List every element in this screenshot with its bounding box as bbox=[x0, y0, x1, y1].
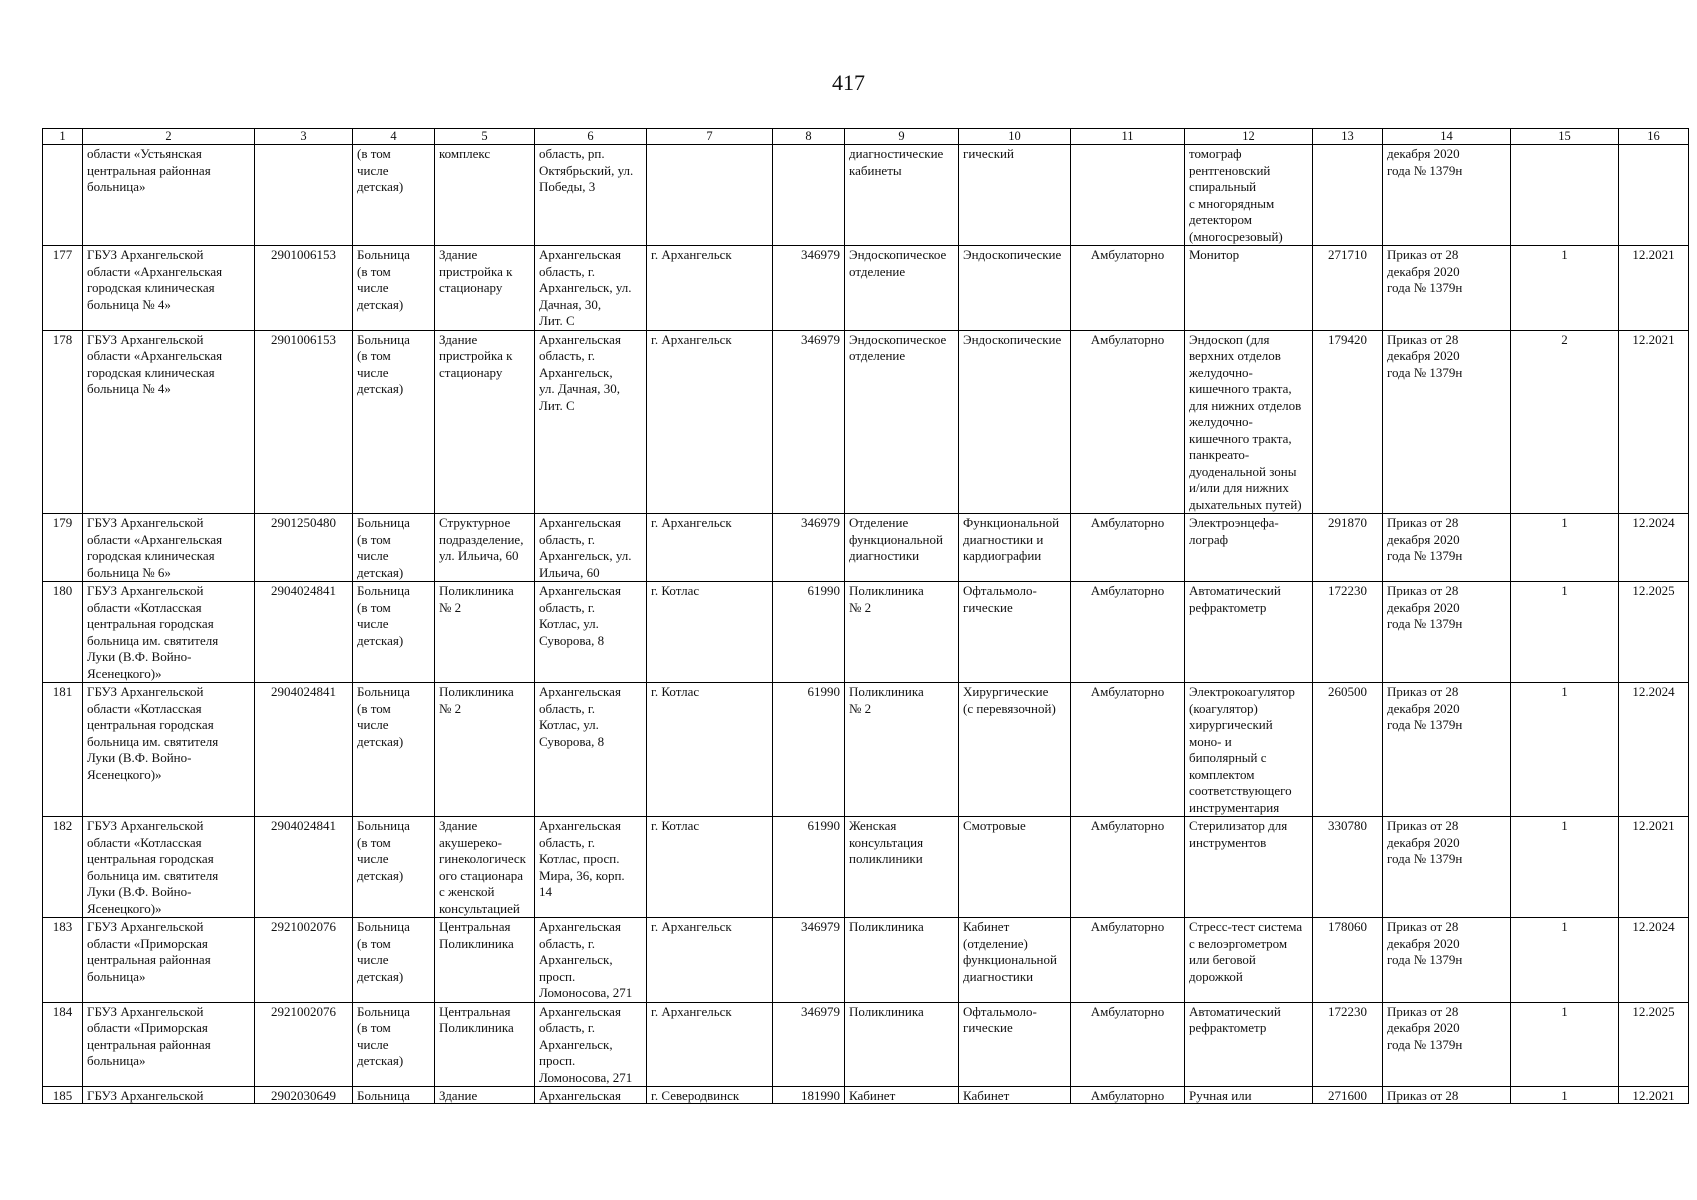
unit-cell: Отделение функциональной диагностики bbox=[845, 514, 959, 582]
settlement-cell bbox=[647, 145, 773, 246]
date-cell: 12.2025 bbox=[1619, 582, 1689, 683]
date-cell: 12.2024 bbox=[1619, 514, 1689, 582]
organization-cell: ГБУЗ Архангельской области «Приморская центральная районная больница» bbox=[83, 918, 255, 1003]
organization-cell: области «Устьянская центральная районная больница» bbox=[83, 145, 255, 246]
care-mode-cell: Амбулаторно bbox=[1071, 1002, 1185, 1087]
inn-cell: 2904024841 bbox=[255, 683, 353, 817]
settlement-cell: г. Архангельск bbox=[647, 246, 773, 331]
column-header: 5 bbox=[435, 129, 535, 145]
equipment-code-cell: 179420 bbox=[1313, 330, 1383, 514]
organization-cell: ГБУЗ Архангельской области «Архангельская городская клиническая больница № 6» bbox=[83, 514, 255, 582]
row-number: 185 bbox=[43, 1087, 83, 1104]
settlement-cell: г. Северодвинск bbox=[647, 1087, 773, 1104]
settlement-cell: г. Архангельск bbox=[647, 1002, 773, 1087]
inn-cell: 2904024841 bbox=[255, 817, 353, 918]
unit-cell: Поликлиника № 2 bbox=[845, 683, 959, 817]
row-number: 177 bbox=[43, 246, 83, 331]
equipment-cell: Автоматический рефрактометр bbox=[1185, 582, 1313, 683]
inn-cell: 2901006153 bbox=[255, 330, 353, 514]
oktmo-cell: 346979 bbox=[773, 1002, 845, 1087]
date-cell: 12.2024 bbox=[1619, 683, 1689, 817]
row-number: 184 bbox=[43, 1002, 83, 1087]
oktmo-cell bbox=[773, 145, 845, 246]
quantity-cell: 1 bbox=[1511, 683, 1619, 817]
page-number: 417 bbox=[832, 70, 865, 95]
order-cell: Приказ от 28 декабря 2020 года № 1379н bbox=[1383, 683, 1511, 817]
table-row bbox=[43, 145, 1689, 246]
oktmo-cell: 181990 bbox=[773, 1087, 845, 1104]
equipment-cell: Стерилизатор для инструментов bbox=[1185, 817, 1313, 918]
department-cell: гический bbox=[959, 145, 1071, 246]
facility-type-cell: (в том числе детская) bbox=[353, 145, 435, 246]
equipment-code-cell: 172230 bbox=[1313, 582, 1383, 683]
equipment-cell: Эндоскоп (для верхних отделов желудочно- кишечного тракта, для нижних отделов желудочно- кишечного тракта, панкреато- дуоденальной зоны и/или для нижних дыхательных путей) bbox=[1185, 330, 1313, 514]
address-cell: Архангельская bbox=[535, 1087, 647, 1104]
unit-cell: Поликлиника bbox=[845, 1002, 959, 1087]
quantity-cell: 1 bbox=[1511, 1002, 1619, 1087]
table-row bbox=[43, 817, 1689, 918]
equipment-code-cell: 271600 bbox=[1313, 1087, 1383, 1104]
column-header: 14 bbox=[1383, 129, 1511, 145]
facility-type-cell: Больница (в том числе детская) bbox=[353, 683, 435, 817]
facility-type-cell: Больница (в том числе детская) bbox=[353, 582, 435, 683]
address-cell: Архангельская область, г. Архангельск, ул. Дачная, 30, Лит. С bbox=[535, 330, 647, 514]
table-row bbox=[43, 1087, 1689, 1104]
address-cell: Архангельская область, г. Котлас, просп. Мира, 36, корп. 14 bbox=[535, 817, 647, 918]
inn-cell: 2902030649 bbox=[255, 1087, 353, 1104]
unit-cell: Кабинет bbox=[845, 1087, 959, 1104]
equipment-cell: Стресс-тест система с велоэргометром или беговой дорожкой bbox=[1185, 918, 1313, 1003]
order-cell: Приказ от 28 декабря 2020 года № 1379н bbox=[1383, 582, 1511, 683]
column-header: 13 bbox=[1313, 129, 1383, 145]
column-header: 16 bbox=[1619, 129, 1689, 145]
facility-type-cell: Больница (в том числе детская) bbox=[353, 330, 435, 514]
address-cell: Архангельская область, г. Котлас, ул. Суворова, 8 bbox=[535, 683, 647, 817]
column-header: 2 bbox=[83, 129, 255, 145]
column-header: 15 bbox=[1511, 129, 1619, 145]
order-cell: Приказ от 28 декабря 2020 года № 1379н bbox=[1383, 817, 1511, 918]
row-number: 183 bbox=[43, 918, 83, 1003]
address-cell: Архангельская область, г. Архангельск, ул. Ильича, 60 bbox=[535, 514, 647, 582]
date-cell: 12.2021 bbox=[1619, 1087, 1689, 1104]
building-cell: Структурное подразделение, ул. Ильича, 60 bbox=[435, 514, 535, 582]
address-cell: Архангельская область, г. Архангельск, ул. Дачная, 30, Лит. С bbox=[535, 246, 647, 331]
unit-cell: Поликлиника № 2 bbox=[845, 582, 959, 683]
building-cell: Здание пристройка к стационару bbox=[435, 330, 535, 514]
address-cell: Архангельская область, г. Архангельск, просп. Ломоносова, 271 bbox=[535, 1002, 647, 1087]
care-mode-cell bbox=[1071, 145, 1185, 246]
quantity-cell: 1 bbox=[1511, 918, 1619, 1003]
row-number: 180 bbox=[43, 582, 83, 683]
table-row bbox=[43, 330, 1689, 514]
table-row bbox=[43, 683, 1689, 817]
address-cell: область, рп. Октябрьский, ул. Победы, 3 bbox=[535, 145, 647, 246]
department-cell: Кабинет (отделение) функциональной диагностики bbox=[959, 918, 1071, 1003]
care-mode-cell: Амбулаторно bbox=[1071, 918, 1185, 1003]
column-header: 6 bbox=[535, 129, 647, 145]
row-number: 181 bbox=[43, 683, 83, 817]
care-mode-cell: Амбулаторно bbox=[1071, 330, 1185, 514]
department-cell: Офтальмоло- гические bbox=[959, 1002, 1071, 1087]
care-mode-cell: Амбулаторно bbox=[1071, 817, 1185, 918]
table-row bbox=[43, 918, 1689, 1003]
equipment-code-cell: 291870 bbox=[1313, 514, 1383, 582]
equipment-code-cell: 178060 bbox=[1313, 918, 1383, 1003]
oktmo-cell: 346979 bbox=[773, 514, 845, 582]
unit-cell: Эндоскопическое отделение bbox=[845, 246, 959, 331]
column-header: 12 bbox=[1185, 129, 1313, 145]
building-cell: комплекс bbox=[435, 145, 535, 246]
organization-cell: ГБУЗ Архангельской области «Архангельская городская клиническая больница № 4» bbox=[83, 246, 255, 331]
oktmo-cell: 346979 bbox=[773, 918, 845, 1003]
equipment-code-cell: 330780 bbox=[1313, 817, 1383, 918]
equipment-cell: Автоматический рефрактометр bbox=[1185, 1002, 1313, 1087]
inn-cell: 2901006153 bbox=[255, 246, 353, 331]
facility-type-cell: Больница (в том числе детская) bbox=[353, 918, 435, 1003]
equipment-cell: томограф рентгеновский спиральный с многорядным детектором (многосрезовый) bbox=[1185, 145, 1313, 246]
equipment-register-table bbox=[42, 128, 1689, 1104]
row-number: 182 bbox=[43, 817, 83, 918]
date-cell: 12.2021 bbox=[1619, 246, 1689, 331]
building-cell: Центральная Поликлиника bbox=[435, 918, 535, 1003]
care-mode-cell: Амбулаторно bbox=[1071, 582, 1185, 683]
quantity-cell: 1 bbox=[1511, 246, 1619, 331]
order-cell: Приказ от 28 декабря 2020 года № 1379н bbox=[1383, 1002, 1511, 1087]
column-header: 8 bbox=[773, 129, 845, 145]
quantity-cell: 2 bbox=[1511, 330, 1619, 514]
building-cell: Поликлиника № 2 bbox=[435, 683, 535, 817]
care-mode-cell: Амбулаторно bbox=[1071, 1087, 1185, 1104]
order-cell: Приказ от 28 декабря 2020 года № 1379н bbox=[1383, 514, 1511, 582]
inn-cell: 2921002076 bbox=[255, 918, 353, 1003]
row-number: 178 bbox=[43, 330, 83, 514]
facility-type-cell: Больница (в том числе детская) bbox=[353, 817, 435, 918]
settlement-cell: г. Архангельск bbox=[647, 514, 773, 582]
quantity-cell: 1 bbox=[1511, 582, 1619, 683]
table-row bbox=[43, 514, 1689, 582]
equipment-cell: Монитор bbox=[1185, 246, 1313, 331]
building-cell: Центральная Поликлиника bbox=[435, 1002, 535, 1087]
column-header: 10 bbox=[959, 129, 1071, 145]
organization-cell: ГБУЗ Архангельской области «Котласская центральная городская больница им. святителя Луки (В.Ф. Войно- Ясенецкого)» bbox=[83, 817, 255, 918]
unit-cell: Эндоскопическое отделение bbox=[845, 330, 959, 514]
inn-cell: 2921002076 bbox=[255, 1002, 353, 1087]
organization-cell: ГБУЗ Архангельской области «Архангельская городская клиническая больница № 4» bbox=[83, 330, 255, 514]
department-cell: Эндоскопические bbox=[959, 246, 1071, 331]
facility-type-cell: Больница bbox=[353, 1087, 435, 1104]
settlement-cell: г. Котлас bbox=[647, 817, 773, 918]
order-cell: декабря 2020 года № 1379н bbox=[1383, 145, 1511, 246]
column-header: 9 bbox=[845, 129, 959, 145]
organization-cell: ГБУЗ Архангельской bbox=[83, 1087, 255, 1104]
organization-cell: ГБУЗ Архангельской области «Котласская центральная городская больница им. святителя Луки (В.Ф. Войно- Ясенецкого)» bbox=[83, 582, 255, 683]
unit-cell: Женская консультация поликлиники bbox=[845, 817, 959, 918]
facility-type-cell: Больница (в том числе детская) bbox=[353, 1002, 435, 1087]
column-header: 4 bbox=[353, 129, 435, 145]
building-cell: Здание акушереко- гинекологическ ого стационара с женской консультацией bbox=[435, 817, 535, 918]
table-row bbox=[43, 246, 1689, 331]
date-cell: 12.2025 bbox=[1619, 1002, 1689, 1087]
table-row bbox=[43, 582, 1689, 683]
table-row bbox=[43, 1002, 1689, 1087]
date-cell bbox=[1619, 145, 1689, 246]
unit-cell: диагностические кабинеты bbox=[845, 145, 959, 246]
date-cell: 12.2021 bbox=[1619, 817, 1689, 918]
department-cell: Кабинет bbox=[959, 1087, 1071, 1104]
row-number bbox=[43, 145, 83, 246]
equipment-cell: Ручная или bbox=[1185, 1087, 1313, 1104]
equipment-code-cell: 260500 bbox=[1313, 683, 1383, 817]
row-number: 179 bbox=[43, 514, 83, 582]
settlement-cell: г. Архангельск bbox=[647, 330, 773, 514]
department-cell: Функциональной диагностики и кардиографии bbox=[959, 514, 1071, 582]
equipment-code-cell: 271710 bbox=[1313, 246, 1383, 331]
oktmo-cell: 61990 bbox=[773, 582, 845, 683]
care-mode-cell: Амбулаторно bbox=[1071, 514, 1185, 582]
order-cell: Приказ от 28 bbox=[1383, 1087, 1511, 1104]
building-cell: Поликлиника № 2 bbox=[435, 582, 535, 683]
order-cell: Приказ от 28 декабря 2020 года № 1379н bbox=[1383, 918, 1511, 1003]
order-cell: Приказ от 28 декабря 2020 года № 1379н bbox=[1383, 246, 1511, 331]
oktmo-cell: 61990 bbox=[773, 817, 845, 918]
oktmo-cell: 61990 bbox=[773, 683, 845, 817]
column-header: 11 bbox=[1071, 129, 1185, 145]
inn-cell bbox=[255, 145, 353, 246]
inn-cell: 2904024841 bbox=[255, 582, 353, 683]
equipment-cell: Электроэнцефа- лограф bbox=[1185, 514, 1313, 582]
oktmo-cell: 346979 bbox=[773, 330, 845, 514]
department-cell: Офтальмоло- гические bbox=[959, 582, 1071, 683]
quantity-cell bbox=[1511, 145, 1619, 246]
facility-type-cell: Больница (в том числе детская) bbox=[353, 246, 435, 331]
column-header: 7 bbox=[647, 129, 773, 145]
building-cell: Здание bbox=[435, 1087, 535, 1104]
quantity-cell: 1 bbox=[1511, 1087, 1619, 1104]
oktmo-cell: 346979 bbox=[773, 246, 845, 331]
building-cell: Здание пристройка к стационару bbox=[435, 246, 535, 331]
equipment-cell: Электрокоагулятор (коагулятор) хирургический моно- и биполярный с комплектом соответствующего инструментария bbox=[1185, 683, 1313, 817]
address-cell: Архангельская область, г. Котлас, ул. Суворова, 8 bbox=[535, 582, 647, 683]
facility-type-cell: Больница (в том числе детская) bbox=[353, 514, 435, 582]
unit-cell: Поликлиника bbox=[845, 918, 959, 1003]
inn-cell: 2901250480 bbox=[255, 514, 353, 582]
settlement-cell: г. Архангельск bbox=[647, 918, 773, 1003]
quantity-cell: 1 bbox=[1511, 514, 1619, 582]
organization-cell: ГБУЗ Архангельской области «Приморская центральная районная больница» bbox=[83, 1002, 255, 1087]
column-header: 1 bbox=[43, 129, 83, 145]
equipment-code-cell bbox=[1313, 145, 1383, 246]
department-cell: Хирургические (с перевязочной) bbox=[959, 683, 1071, 817]
department-cell: Смотровые bbox=[959, 817, 1071, 918]
quantity-cell: 1 bbox=[1511, 817, 1619, 918]
column-number-row bbox=[43, 129, 1689, 145]
column-header: 3 bbox=[255, 129, 353, 145]
order-cell: Приказ от 28 декабря 2020 года № 1379н bbox=[1383, 330, 1511, 514]
settlement-cell: г. Котлас bbox=[647, 582, 773, 683]
care-mode-cell: Амбулаторно bbox=[1071, 246, 1185, 331]
care-mode-cell: Амбулаторно bbox=[1071, 683, 1185, 817]
equipment-code-cell: 172230 bbox=[1313, 1002, 1383, 1087]
date-cell: 12.2021 bbox=[1619, 330, 1689, 514]
settlement-cell: г. Котлас bbox=[647, 683, 773, 817]
department-cell: Эндоскопические bbox=[959, 330, 1071, 514]
address-cell: Архангельская область, г. Архангельск, просп. Ломоносова, 271 bbox=[535, 918, 647, 1003]
organization-cell: ГБУЗ Архангельской области «Котласская центральная городская больница им. святителя Луки (В.Ф. Войно- Ясенецкого)» bbox=[83, 683, 255, 817]
date-cell: 12.2024 bbox=[1619, 918, 1689, 1003]
